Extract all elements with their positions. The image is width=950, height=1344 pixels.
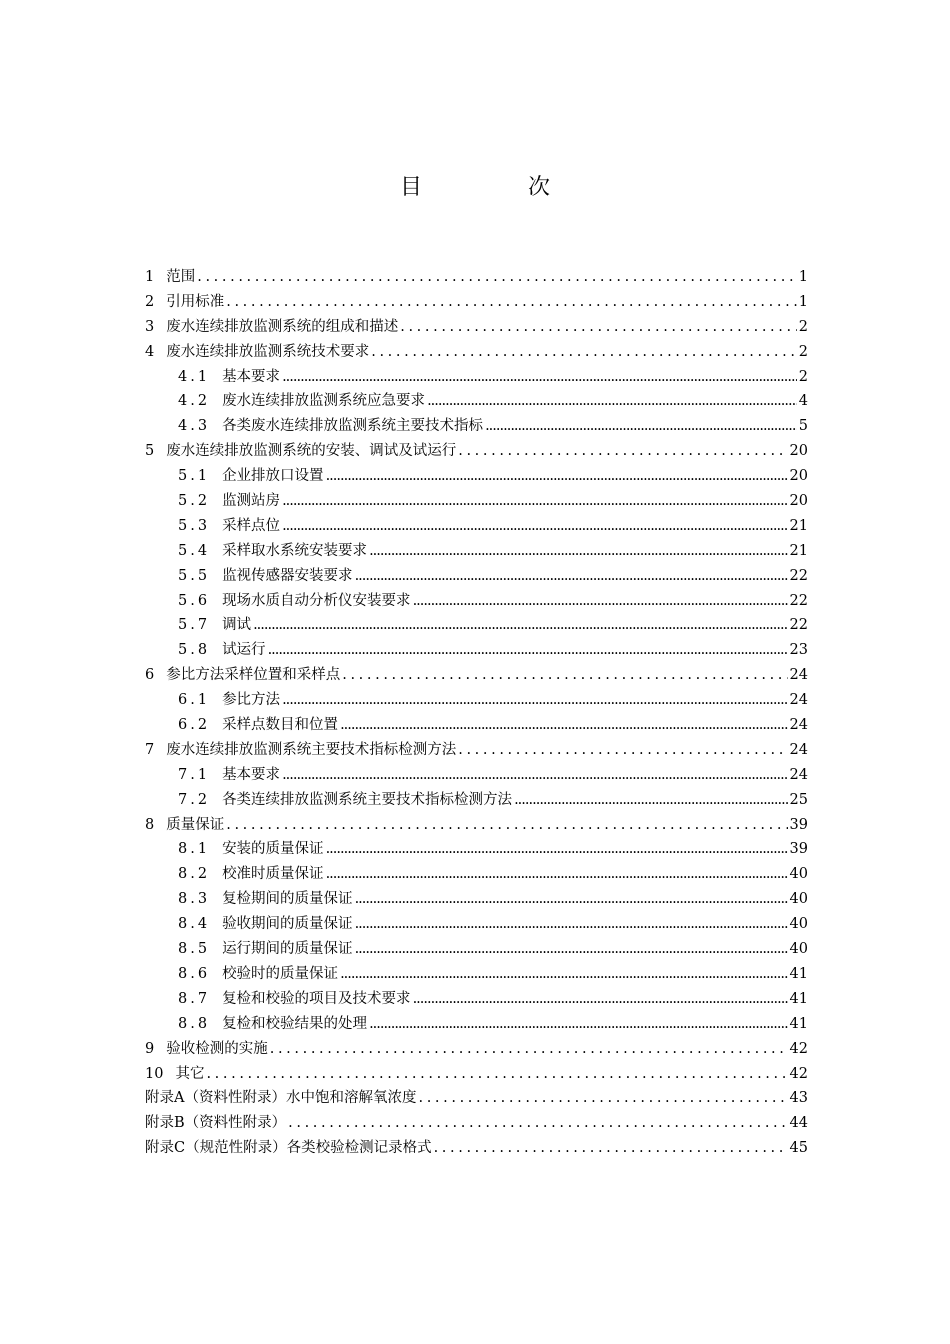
toc-dot-leader bbox=[514, 788, 787, 813]
toc-entry-page-number: 24 bbox=[789, 766, 808, 783]
toc-dot-leader bbox=[326, 862, 788, 887]
toc-entry-label: 监测站房 bbox=[222, 493, 281, 510]
toc-entry-page-number: 40 bbox=[789, 916, 808, 933]
toc-entry-page-number: 21 bbox=[789, 542, 808, 559]
toc-entry-label: 废水连续排放监测系统应急要求 bbox=[222, 393, 426, 410]
toc-dot-leader bbox=[326, 464, 788, 489]
toc-dot-leader bbox=[282, 489, 787, 514]
toc-entry-label: 各类废水连续排放监测系统主要技术指标 bbox=[222, 418, 484, 435]
toc-entry-page-number: 24 bbox=[789, 717, 808, 734]
toc-entry-page-number: 23 bbox=[789, 642, 808, 659]
toc-entry-page-number: 2 bbox=[798, 318, 808, 335]
toc-entry-label: 安装的质量保证 bbox=[222, 841, 324, 858]
toc-entry-number: 5 bbox=[145, 443, 155, 460]
toc-entry[interactable] bbox=[145, 589, 808, 614]
toc-entry[interactable] bbox=[145, 414, 808, 439]
toc-dot-leader bbox=[369, 539, 787, 564]
toc-entry-page-number: 21 bbox=[789, 517, 808, 534]
toc-entry[interactable] bbox=[145, 738, 808, 763]
toc-entry[interactable] bbox=[145, 489, 808, 514]
toc-entry-number: 5.6 bbox=[178, 592, 211, 609]
toc-entry-label: 范围 bbox=[166, 269, 196, 285]
toc-dot-leader bbox=[282, 365, 797, 390]
toc-dot-leader bbox=[355, 912, 788, 937]
toc-entry[interactable] bbox=[145, 439, 808, 464]
toc-entry-number: 9 bbox=[145, 1040, 155, 1057]
toc-dot-leader bbox=[458, 738, 787, 763]
toc-entry-number: 5.2 bbox=[178, 493, 211, 510]
toc-entry-page-number: 24 bbox=[789, 692, 808, 709]
toc-entry-page-number: 22 bbox=[789, 567, 808, 584]
toc-entry[interactable] bbox=[145, 663, 808, 688]
toc-entry-page-number: 22 bbox=[789, 592, 808, 609]
toc-entry-label: 废水连续排放监测系统的组成和描述 bbox=[166, 318, 399, 335]
toc-entry-label: 附录C（规范性附录）各类校验检测记录格式 bbox=[145, 1140, 432, 1157]
toc-entry-number: 5.8 bbox=[178, 642, 211, 659]
toc-entry-page-number: 40 bbox=[789, 866, 808, 883]
toc-dot-leader bbox=[326, 837, 788, 862]
toc-entry[interactable] bbox=[145, 389, 808, 414]
toc-entry-page-number: 2 bbox=[798, 368, 808, 385]
toc-entry-number: 8.2 bbox=[178, 866, 211, 883]
toc-entry-label: 采样取水系统安装要求 bbox=[222, 542, 368, 559]
toc-dot-leader bbox=[282, 514, 787, 539]
toc-entry[interactable] bbox=[145, 315, 808, 340]
toc-entry-page-number: 40 bbox=[789, 941, 808, 958]
toc-entry-label: 废水连续排放监测系统的安装、调试及试运行 bbox=[166, 443, 457, 460]
toc-dot-leader bbox=[288, 1111, 787, 1136]
toc-entry-page-number: 42 bbox=[789, 1040, 808, 1057]
toc-entry-label: 企业排放口设置 bbox=[222, 468, 324, 485]
toc-entry-page-number: 41 bbox=[789, 990, 808, 1007]
toc-entry-label: 参比方法采样位置和采样点 bbox=[166, 667, 341, 684]
toc-entry-number: 6.2 bbox=[178, 717, 211, 734]
toc-entry-number: 4.2 bbox=[178, 393, 211, 410]
toc-entry[interactable] bbox=[145, 290, 808, 315]
toc-entry[interactable] bbox=[145, 638, 808, 663]
toc-entry-label: 监视传感器安装要求 bbox=[222, 567, 353, 584]
toc-entry-page-number: 41 bbox=[789, 1015, 808, 1032]
toc-entry-label: 采样点位 bbox=[222, 517, 281, 534]
toc-entry-label: 复检和校验的项目及技术要求 bbox=[222, 990, 411, 1007]
toc-entry[interactable] bbox=[145, 862, 808, 887]
toc-entry-label: 运行期间的质量保证 bbox=[222, 941, 353, 958]
toc-entry[interactable] bbox=[145, 340, 808, 365]
toc-entry[interactable] bbox=[145, 962, 808, 987]
toc-entry[interactable] bbox=[145, 713, 808, 738]
toc-entry-label: 附录B（资料性附录） bbox=[145, 1115, 287, 1132]
toc-dot-leader bbox=[485, 414, 797, 439]
toc-dot-leader bbox=[282, 688, 787, 713]
toc-dot-leader bbox=[427, 389, 797, 414]
toc-entry[interactable] bbox=[145, 1037, 808, 1062]
toc-entry[interactable] bbox=[145, 788, 808, 813]
toc-entry-label: 废水连续排放监测系统主要技术指标检测方法 bbox=[166, 741, 457, 758]
toc-entry-page-number: 20 bbox=[789, 493, 808, 510]
toc-entry[interactable] bbox=[145, 539, 808, 564]
toc-entry-page-number: 39 bbox=[789, 841, 808, 858]
toc-dot-leader bbox=[418, 1086, 787, 1111]
toc-dot-leader bbox=[282, 763, 787, 788]
toc-entry-number: 8 bbox=[145, 816, 155, 833]
toc-entry-page-number: 39 bbox=[789, 816, 808, 833]
toc-entry-number: 6 bbox=[145, 667, 155, 684]
toc-entry-number: 2 bbox=[145, 293, 155, 310]
toc-entry[interactable] bbox=[145, 1062, 808, 1087]
toc-entry[interactable] bbox=[145, 1111, 808, 1136]
toc-entry-label: 参比方法 bbox=[222, 692, 281, 709]
toc-entry-number: 8.1 bbox=[178, 841, 211, 858]
toc-entry-number: 5.4 bbox=[178, 542, 211, 559]
toc-dot-leader bbox=[413, 589, 788, 614]
toc-dot-leader bbox=[355, 887, 788, 912]
toc-entry-number: 7.2 bbox=[178, 791, 211, 808]
toc-entry-label: 验收检测的实施 bbox=[166, 1040, 268, 1057]
toc-dot-leader bbox=[226, 813, 787, 838]
toc-entry-page-number: 25 bbox=[789, 791, 808, 808]
toc-entry-label: 基本要求 bbox=[222, 368, 281, 385]
toc-entry-page-number: 41 bbox=[789, 965, 808, 982]
toc-entry-number: 8.7 bbox=[178, 990, 211, 1007]
toc-dot-leader bbox=[355, 564, 788, 589]
toc-entry-page-number: 20 bbox=[789, 468, 808, 485]
toc-entry-page-number: 1 bbox=[798, 269, 808, 285]
toc-entry-label: 复检和校验结果的处理 bbox=[222, 1015, 368, 1032]
toc-entry[interactable] bbox=[145, 1086, 808, 1111]
toc-entry-page-number: 1 bbox=[798, 293, 808, 310]
toc-entry-number: 5.5 bbox=[178, 567, 211, 584]
toc-entry[interactable] bbox=[145, 265, 808, 290]
toc-entry-page-number: 20 bbox=[789, 443, 808, 460]
toc-entry[interactable] bbox=[145, 813, 808, 838]
toc-entry-page-number: 42 bbox=[789, 1065, 808, 1082]
toc-dot-leader bbox=[371, 340, 797, 365]
table-of-contents bbox=[145, 265, 808, 1161]
toc-entry-number: 4.3 bbox=[178, 418, 211, 435]
toc-entry-page-number: 24 bbox=[789, 667, 808, 684]
toc-entry-label: 引用标准 bbox=[166, 293, 225, 310]
toc-entry-number: 7.1 bbox=[178, 766, 211, 783]
toc-entry-label: 调试 bbox=[222, 617, 252, 634]
toc-entry-label: 各类连续排放监测系统主要技术指标检测方法 bbox=[222, 791, 513, 808]
page-title: 目 次 bbox=[399, 175, 592, 200]
toc-entry[interactable] bbox=[145, 688, 808, 713]
toc-entry-page-number: 45 bbox=[789, 1140, 808, 1157]
toc-entry[interactable] bbox=[145, 763, 808, 788]
toc-entry-label: 其它 bbox=[175, 1065, 205, 1082]
toc-dot-leader bbox=[355, 937, 788, 962]
toc-entry-label: 基本要求 bbox=[222, 766, 281, 783]
toc-entry-number: 5.7 bbox=[178, 617, 211, 634]
toc-entry-label: 采样点数目和位置 bbox=[222, 717, 339, 734]
toc-dot-leader bbox=[197, 265, 797, 290]
toc-entry[interactable] bbox=[145, 613, 808, 638]
toc-entry-number: 5.3 bbox=[178, 517, 211, 534]
toc-entry-page-number: 40 bbox=[789, 891, 808, 908]
toc-entry-number: 8.5 bbox=[178, 941, 211, 958]
toc-entry[interactable] bbox=[145, 365, 808, 390]
toc-entry-number: 4.1 bbox=[178, 368, 211, 385]
toc-entry[interactable] bbox=[145, 1136, 808, 1161]
toc-entry[interactable] bbox=[145, 564, 808, 589]
toc-entry-label: 验收期间的质量保证 bbox=[222, 916, 353, 933]
toc-dot-leader bbox=[369, 1012, 787, 1037]
toc-entry[interactable] bbox=[145, 837, 808, 862]
toc-entry-page-number: 22 bbox=[789, 617, 808, 634]
toc-entry-page-number: 43 bbox=[789, 1090, 808, 1107]
toc-dot-leader bbox=[253, 613, 787, 638]
toc-dot-leader bbox=[226, 290, 797, 315]
toc-entry-number: 8.4 bbox=[178, 916, 211, 933]
toc-entry-page-number: 5 bbox=[798, 418, 808, 435]
toc-entry-label: 复检期间的质量保证 bbox=[222, 891, 353, 908]
toc-entry-label: 校验时的质量保证 bbox=[222, 965, 339, 982]
toc-entry-number: 4 bbox=[145, 343, 155, 360]
toc-dot-leader bbox=[342, 663, 787, 688]
toc-entry-number: 8.6 bbox=[178, 965, 211, 982]
toc-entry-label: 废水连续排放监测系统技术要求 bbox=[166, 343, 370, 360]
toc-entry-page-number: 2 bbox=[798, 343, 808, 360]
toc-entry-number: 7 bbox=[145, 741, 155, 758]
toc-dot-leader bbox=[340, 713, 787, 738]
toc-entry-label: 校准时质量保证 bbox=[222, 866, 324, 883]
toc-entry-number: 10 bbox=[145, 1065, 164, 1082]
toc-entry-number: 8.8 bbox=[178, 1015, 211, 1032]
toc-entry[interactable] bbox=[145, 514, 808, 539]
toc-entry-label: 附录A（资料性附录）水中饱和溶解氧浓度 bbox=[145, 1090, 417, 1107]
toc-entry-number: 8.3 bbox=[178, 891, 211, 908]
toc-entry[interactable] bbox=[145, 1012, 808, 1037]
toc-entry[interactable] bbox=[145, 464, 808, 489]
toc-entry-number: 1 bbox=[145, 269, 155, 285]
toc-entry[interactable] bbox=[145, 937, 808, 962]
toc-entry[interactable] bbox=[145, 912, 808, 937]
toc-entry-page-number: 24 bbox=[789, 741, 808, 758]
toc-entry-page-number: 4 bbox=[798, 393, 808, 410]
toc-dot-leader bbox=[206, 1062, 787, 1087]
toc-entry-label: 现场水质自动分析仪安装要求 bbox=[222, 592, 411, 609]
toc-dot-leader bbox=[340, 962, 787, 987]
toc-entry-page-number: 44 bbox=[789, 1115, 808, 1132]
toc-dot-leader bbox=[400, 315, 797, 340]
toc-entry-label: 质量保证 bbox=[166, 816, 225, 833]
toc-dot-leader bbox=[270, 1037, 788, 1062]
toc-entry[interactable] bbox=[145, 887, 808, 912]
toc-dot-leader bbox=[413, 987, 788, 1012]
toc-entry-label: 试运行 bbox=[222, 642, 266, 659]
toc-entry-number: 6.1 bbox=[178, 692, 211, 709]
toc-entry[interactable] bbox=[145, 987, 808, 1012]
toc-dot-leader bbox=[268, 638, 788, 663]
toc-entry-number: 5.1 bbox=[178, 468, 211, 485]
toc-dot-leader bbox=[434, 1136, 788, 1161]
toc-entry-number: 3 bbox=[145, 318, 155, 335]
toc-dot-leader bbox=[458, 439, 787, 464]
